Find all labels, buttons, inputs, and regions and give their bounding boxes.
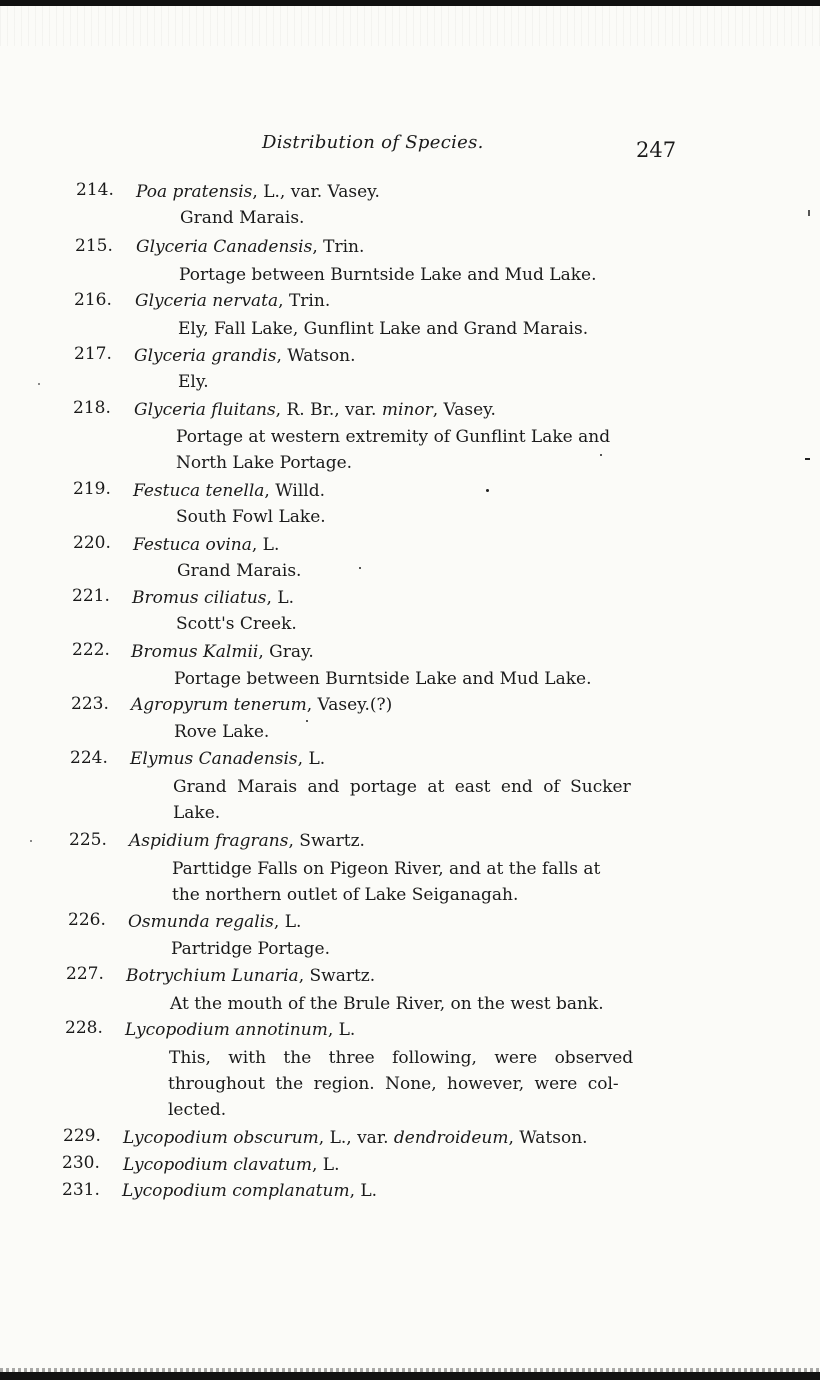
entry-number: 224.	[70, 748, 108, 768]
entry-number: 227.	[66, 964, 104, 984]
entry-species	[125, 1020, 355, 1040]
species-authority: , Swartz.	[288, 831, 365, 851]
entry-number: 230.	[62, 1153, 100, 1173]
species-name: Elymus Canadensis	[130, 749, 298, 769]
entry-species	[135, 291, 330, 311]
species-authority: , Watson.	[276, 346, 356, 366]
species-authority: , Trin.	[312, 237, 365, 257]
species-authority: , L.	[273, 912, 302, 932]
running-header-title: Distribution of Species.	[262, 132, 484, 153]
entry-locality: Partridge Portage.	[171, 939, 330, 959]
species-authority: , L., var.	[318, 1128, 394, 1148]
species-authority: , Trin.	[278, 291, 331, 311]
species-authority: , L.	[297, 749, 326, 769]
entry-species	[131, 642, 314, 662]
entry-species	[133, 535, 279, 555]
species-name: Glyceria fluitans	[134, 400, 276, 420]
entry-number: 215.	[75, 236, 113, 256]
entry-number: 226.	[68, 910, 106, 930]
scan-speck	[808, 210, 810, 216]
species-name: Botrychium Lunaria	[126, 966, 299, 986]
entry-locality: At the mouth of the Brule River, on the west bank.	[170, 994, 604, 1014]
entry-species	[128, 912, 301, 932]
entry-locality: Portage between Burntside Lake and Mud Lake.	[174, 669, 592, 689]
entry-species	[132, 588, 294, 608]
entry-locality: Parttidge Falls on Pigeon River, and at the falls at	[172, 859, 601, 879]
entry-locality: throughout the region. None, however, were col-	[168, 1074, 619, 1094]
species-authority: , Gray.	[258, 642, 314, 662]
species-authority: , L.	[251, 535, 280, 555]
entry-species	[131, 695, 392, 715]
entry-number: 225.	[69, 830, 107, 850]
species-authority: , L.	[327, 1020, 356, 1040]
entry-locality: Portage between Burntside Lake and Mud Lake.	[179, 265, 597, 285]
species-name: Lycopodium obscurum	[123, 1128, 319, 1148]
entry-species	[134, 346, 356, 366]
entry-locality: Grand Marais and portage at east end of Sucker	[173, 777, 631, 797]
scan-speck	[306, 720, 308, 722]
entry-locality: Scott's Creek.	[176, 614, 297, 634]
species-authority: , Swartz.	[298, 966, 376, 986]
scan-speck	[805, 458, 810, 460]
page-top-texture	[0, 6, 820, 46]
entry-species	[136, 182, 380, 202]
entry-locality: Lake.	[173, 803, 221, 823]
species-name: Glyceria grandis	[134, 346, 277, 366]
entry-number: 223.	[71, 694, 109, 714]
entry-locality: Grand Marais.	[180, 208, 305, 228]
entry-species	[126, 966, 375, 986]
species-authority: , L.	[349, 1181, 378, 1201]
entry-number: 217.	[74, 344, 112, 364]
entry-number: 218.	[73, 398, 111, 418]
variety-authority: , Watson.	[508, 1128, 588, 1148]
species-authority: , L.	[312, 1155, 340, 1175]
entry-number: 231.	[62, 1180, 100, 1200]
variety-name: minor	[381, 400, 433, 420]
species-name: Aspidium fragrans	[129, 831, 289, 851]
entry-species	[129, 831, 365, 851]
species-name: Festuca tenella	[133, 481, 265, 501]
entry-species	[136, 237, 364, 257]
page-bottom-edge	[0, 1372, 820, 1380]
scan-speck	[486, 489, 489, 492]
species-name: Lycopodium complanatum	[122, 1181, 350, 1201]
scan-speck	[600, 454, 602, 456]
entry-number: 219.	[73, 479, 111, 499]
species-authority: , L., var. Vasey.	[252, 182, 380, 202]
species-name: Glyceria Canadensis	[136, 237, 313, 257]
species-name: Festuca ovina	[133, 535, 252, 555]
entry-locality: lected.	[168, 1100, 227, 1120]
species-name: Lycopodium clavatum	[123, 1155, 312, 1175]
entry-locality: the northern outlet of Lake Seiganagah.	[172, 885, 519, 905]
species-name: Osmunda regalis	[128, 912, 274, 932]
species-name: Lycopodium annotinum	[125, 1020, 328, 1040]
species-name: Bromus ciliatus	[132, 588, 267, 608]
entry-locality: Ely, Fall Lake, Gunflint Lake and Grand Marais.	[178, 319, 589, 339]
entry-locality: This, with the three following, were observed	[169, 1048, 634, 1068]
entry-number: 222.	[72, 640, 110, 660]
species-authority: , Vasey.(?)	[306, 695, 393, 715]
entry-species	[133, 481, 325, 501]
entry-locality: Grand Marais.	[177, 561, 302, 581]
entry-locality: Rove Lake.	[174, 722, 270, 742]
species-name: Bromus Kalmii	[131, 642, 259, 662]
entry-number: 221.	[72, 586, 110, 606]
scan-speck	[30, 840, 32, 842]
species-authority: , Willd.	[264, 481, 325, 501]
entry-species	[123, 1155, 340, 1175]
entry-locality: South Fowl Lake.	[176, 507, 326, 527]
page-number: 247	[636, 138, 677, 162]
entry-number: 216.	[74, 290, 112, 310]
entry-species	[122, 1181, 377, 1201]
species-name: Glyceria nervata	[135, 291, 279, 311]
entry-species	[134, 400, 496, 420]
species-authority: , R. Br., var.	[275, 400, 382, 420]
scan-speck	[38, 383, 40, 385]
variety-name: dendroideum	[393, 1128, 509, 1148]
species-name: Poa pratensis	[136, 182, 253, 202]
entry-number: 229.	[63, 1126, 101, 1146]
species-name: Agropyrum tenerum	[131, 695, 307, 715]
entry-locality: Portage at western extremity of Gunflint Lake and	[176, 427, 611, 447]
entry-species	[130, 749, 325, 769]
entry-number: 228.	[65, 1018, 103, 1038]
entry-locality: North Lake Portage.	[176, 453, 353, 473]
entry-locality: Ely.	[178, 372, 209, 392]
species-authority: , L.	[266, 588, 295, 608]
scan-speck	[359, 567, 361, 569]
variety-authority: , Vasey.	[432, 400, 496, 420]
entry-species	[123, 1128, 588, 1148]
entry-number: 214.	[76, 180, 114, 200]
entry-number: 220.	[73, 533, 111, 553]
